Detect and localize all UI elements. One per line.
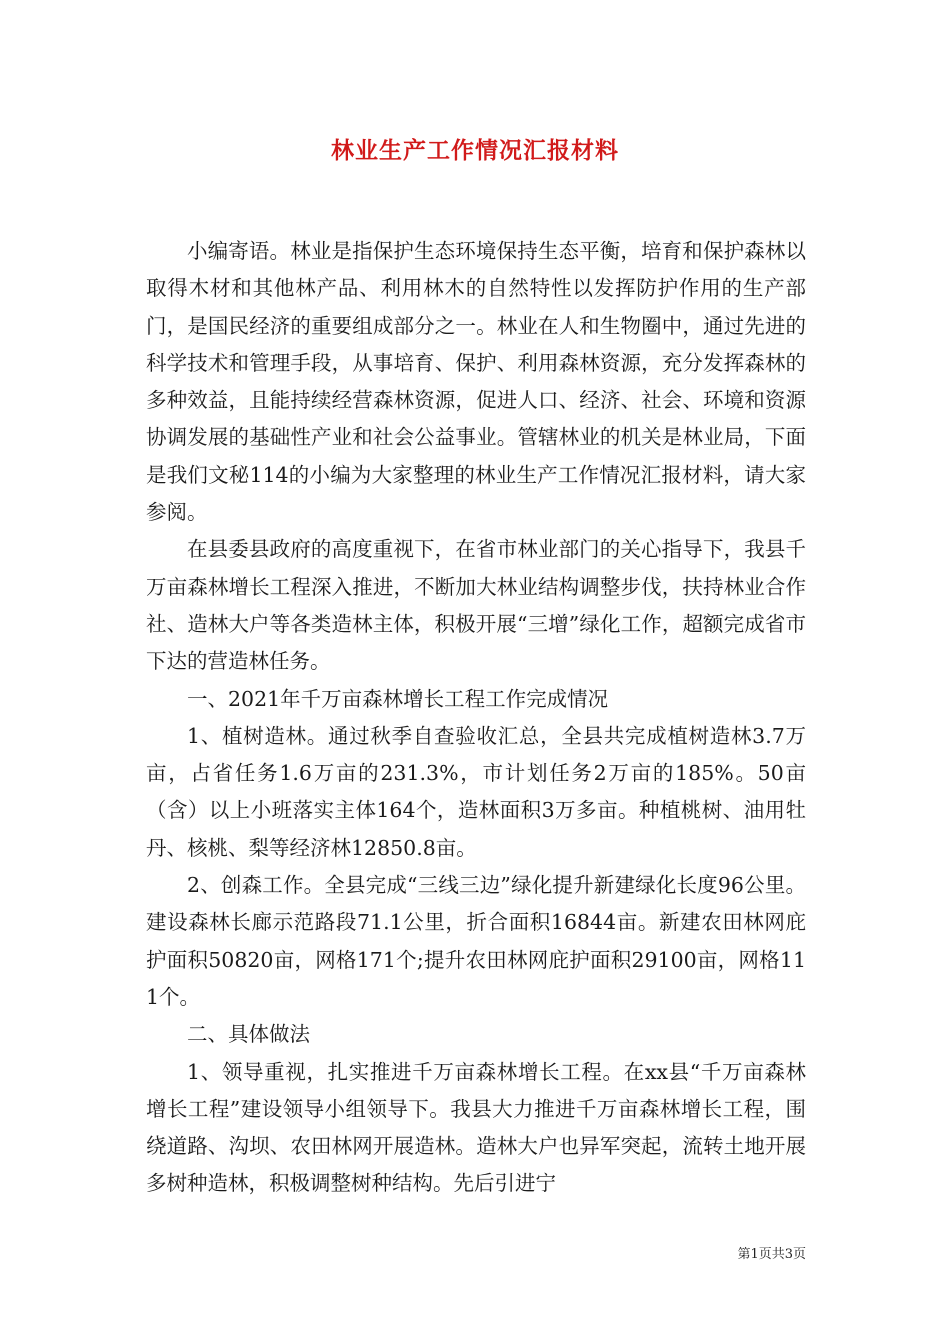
page-number: 第1页共3页 xyxy=(737,1247,806,1262)
document-body xyxy=(146,233,806,1203)
item-planting-paragraph: 1、植树造林。通过秋季自查验收汇总，全县共完成植树造林3.7万亩，占省任务1.6万亩的231.3%，市计划任务2万亩的185%。50亩（含）以上小班落实主体164个，造林面积3万多亩。种植桃树、油用牡丹、核桃、梨等经济林12850.8亩。 xyxy=(146,723,806,860)
item-forest-creation-paragraph: 2、创森工作。全县完成“三线三边”绿化提升新建绿化长度96公里。建设森林长廊示范路段71.1公里，折合面积16844亩。新建农田林网庇护面积50820亩，网格171个;提升农田林网庇护面积29100亩，网格111个。 xyxy=(146,873,806,1009)
overview-paragraph: 在县委县政府的高度重视下，在省市林业部门的关心指导下，我县千万亩森林增长工程深入推进，不断加大林业结构调整步伐，扶持林业合作社、造林大户等各类造林主体，积极开展“三增”绿化工作，超额完成省市下达的营造林任务。 xyxy=(146,537,806,674)
item-leadership-paragraph: 1、领导重视，扎实推进千万亩森林增长工程。在xx县“千万亩森林增长工程”建设领导小组领导下。我县大力推进千万亩森林增长工程，围绕道路、沟坝、农田林网开展造林。造林大户也异军突起，流转土地开展多树种造林，积极调整树种结构。先后引进宁 xyxy=(146,1059,806,1196)
section-heading-2: 二、具体做法 xyxy=(187,1022,310,1047)
section-heading-1: 一、2021年千万亩森林增长工程工作完成情况 xyxy=(187,686,609,711)
document-title: 林业生产工作情况汇报材料 xyxy=(331,137,619,164)
intro-paragraph: 小编寄语。林业是指保护生态环境保持生态平衡，培育和保护森林以取得木材和其他林产品、利用林木的自然特性以发挥防护作用的生产部门，是国民经济的重要组成部分之一。林业在人和生物圈中，通过先进的科学技术和管理手段，从事培育、保护、利用森林资源，充分发挥森林的多种效益，且能持续经营森林资源，促进人口、经济、社会、环境和资源协调发展的基础性产业和社会公益事业。管辖林业的机关是林业局，下面是我们文秘114的小编为大家整理的林业生产工作情况汇报材料，请大家参阅。 xyxy=(146,239,806,525)
